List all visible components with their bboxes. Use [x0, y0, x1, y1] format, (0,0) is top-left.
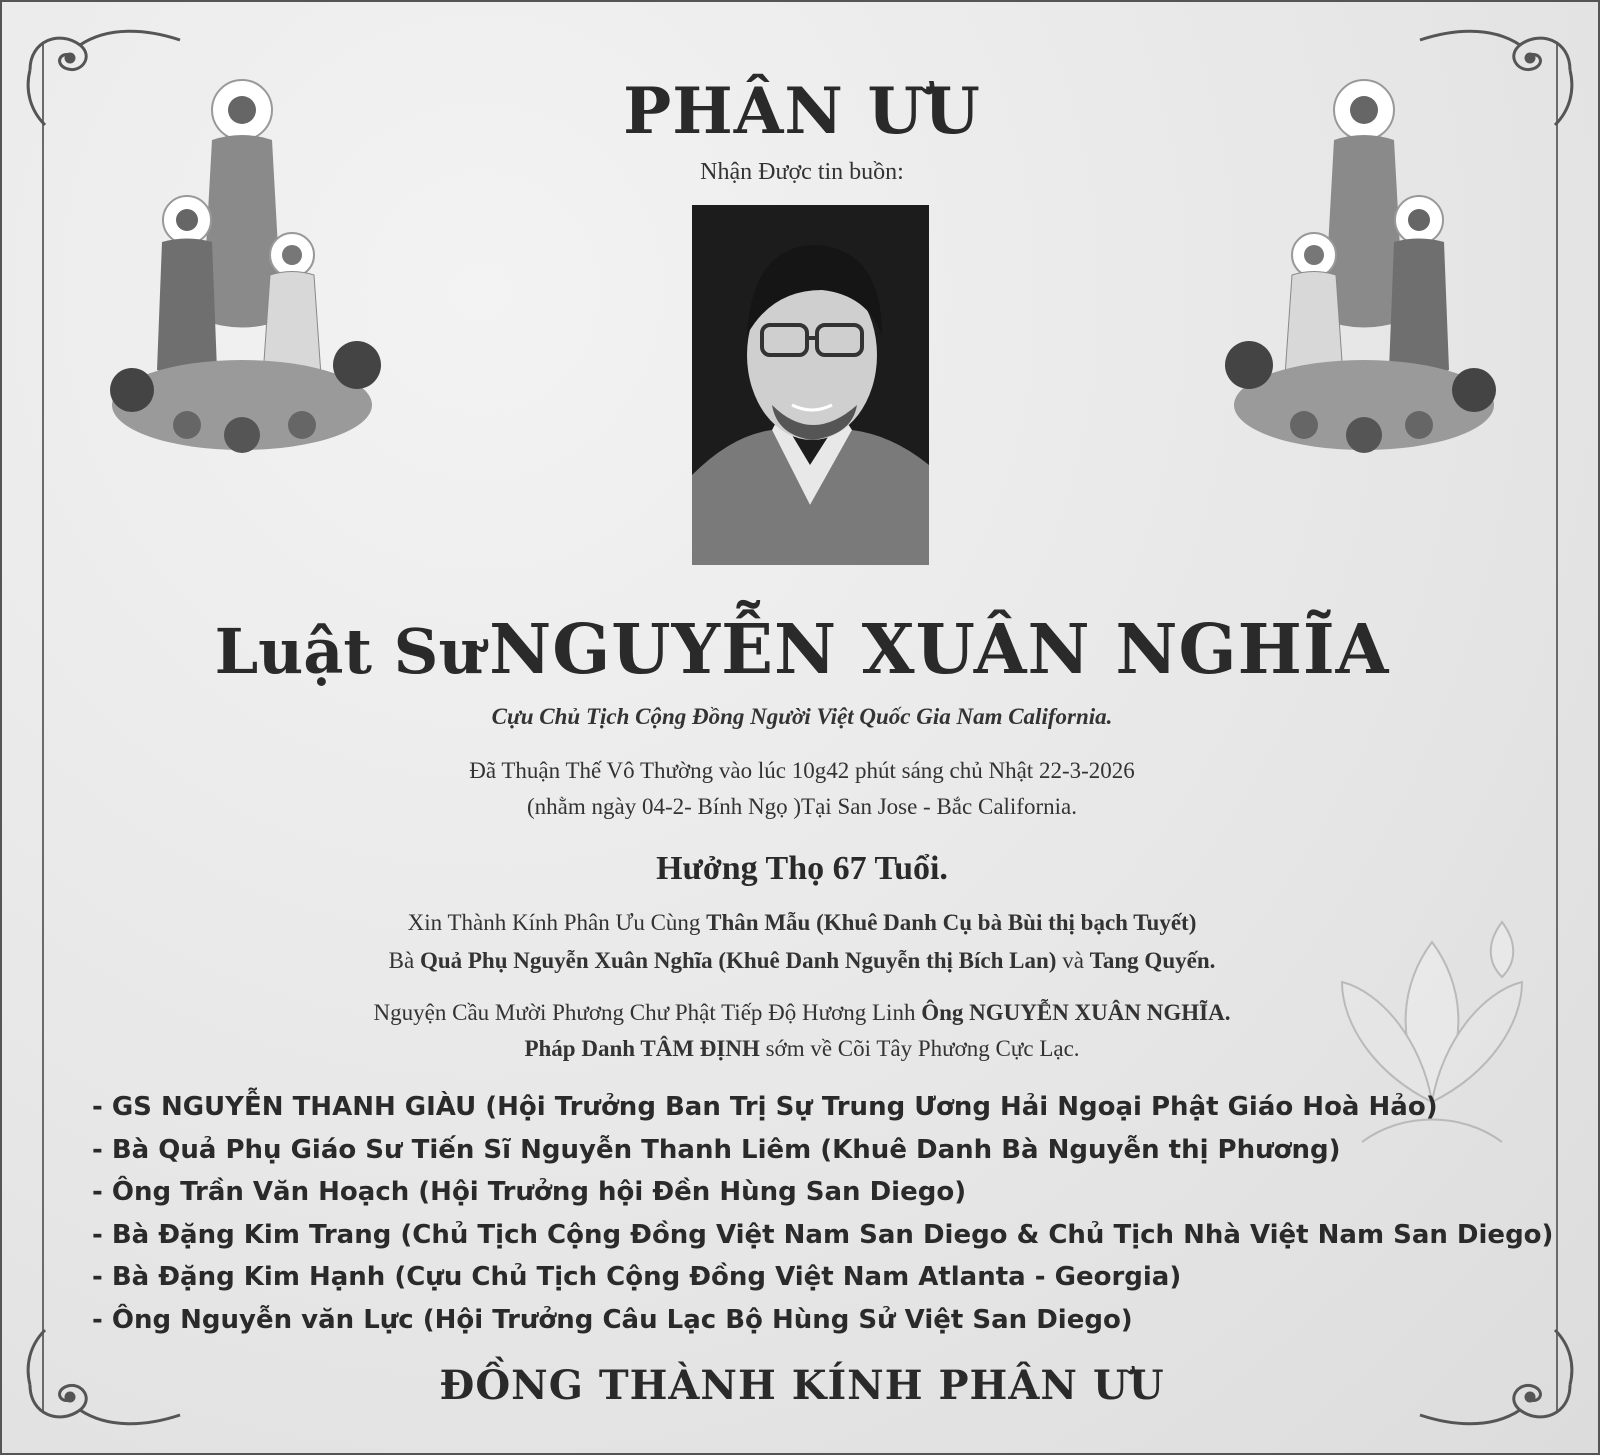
passing-line-2: (nhằm ngày 04-2- Bính Ngọ )Tại San Jose - Bắc California. — [527, 794, 1077, 819]
portrait-photo — [692, 205, 929, 565]
prayer-line-2 — [2, 1036, 1600, 1062]
condolence-text: Bà — [388, 948, 420, 973]
full-name: NGUYỄN XUÂN NGHĨA — [489, 610, 1390, 690]
prayer-line-1 — [2, 1000, 1600, 1026]
signer-item: - Ông Trần Văn Hoạch (Hội Trưởng hội Đền Hùng San Diego) — [92, 1177, 967, 1207]
condolence-bold-text: Tang Quyến. — [1089, 948, 1216, 973]
deceased-name — [2, 610, 1600, 690]
age-line: Hưởng Thọ 67 Tuổi. — [656, 850, 948, 887]
signer-item: - Bà Quả Phụ Giáo Sư Tiến Sĩ Nguyễn Thanh Liêm (Khuê Danh Bà Nguyễn thị Phương) — [92, 1134, 1341, 1165]
page-title: PHÂN ƯU — [623, 74, 981, 149]
signer-item: - Bà Đặng Kim Trang (Chủ Tịch Cộng Đồng Việt Nam San Diego & Chủ Tịch Nhà Việt Nam San Diego) — [92, 1219, 1554, 1250]
prayer-text: Nguyện Cầu Mười Phương Chư Phật Tiếp Độ Hương Linh — [373, 1000, 922, 1025]
signers-list — [92, 1086, 1562, 1341]
signer-item: - GS NGUYỄN THANH GIÀU (Hội Trưởng Ban Trị Sự Trung Ương Hải Ngoại Phật Giáo Hoà Hảo) — [92, 1092, 1438, 1122]
condolence-line-2 — [2, 948, 1600, 974]
dharma-name: Pháp Danh TÂM ĐỊNH — [524, 1036, 760, 1061]
condolence-text: Xin Thành Kính Phân Ưu Cùng — [407, 910, 707, 935]
prayer-text: sớm về Cõi Tây Phương Cực Lạc. — [759, 1036, 1080, 1061]
condolence-line-1 — [2, 910, 1600, 936]
prayer-bold-text: Ông NGUYỄN XUÂN NGHĨA. — [921, 1000, 1231, 1025]
condolence-text: và — [1056, 948, 1090, 973]
deceased-role: Cựu Chủ Tịch Cộng Đồng Người Việt Quốc Gia Nam California. — [491, 704, 1113, 729]
closing-line: ĐỒNG THÀNH KÍNH PHÂN ƯU — [439, 1362, 1165, 1409]
page-subtitle: Nhận Được tin buồn: — [700, 159, 904, 185]
condolence-bold-text: Quả Phụ Nguyễn Xuân Nghĩa (Khuê Danh Nguyễn thị Bích Lan) — [419, 948, 1057, 973]
passing-line-1: Đã Thuận Thế Vô Thường vào lúc 10g42 phút sáng chủ Nhật 22-3-2026 — [469, 758, 1135, 783]
signer-item: - Bà Đặng Kim Hạnh (Cựu Chủ Tịch Cộng Đồng Việt Nam Atlanta - Georgia) — [92, 1262, 1182, 1292]
name-prefix: Luật Sư — [214, 615, 484, 688]
signer-item: - Ông Nguyễn văn Lực (Hội Trưởng Câu Lạc Bộ Hùng Sử Việt San Diego) — [92, 1304, 1133, 1335]
condolence-bold-text: Thân Mẫu (Khuê Danh Cụ bà Bùi thị bạch Tuyết) — [706, 910, 1197, 935]
